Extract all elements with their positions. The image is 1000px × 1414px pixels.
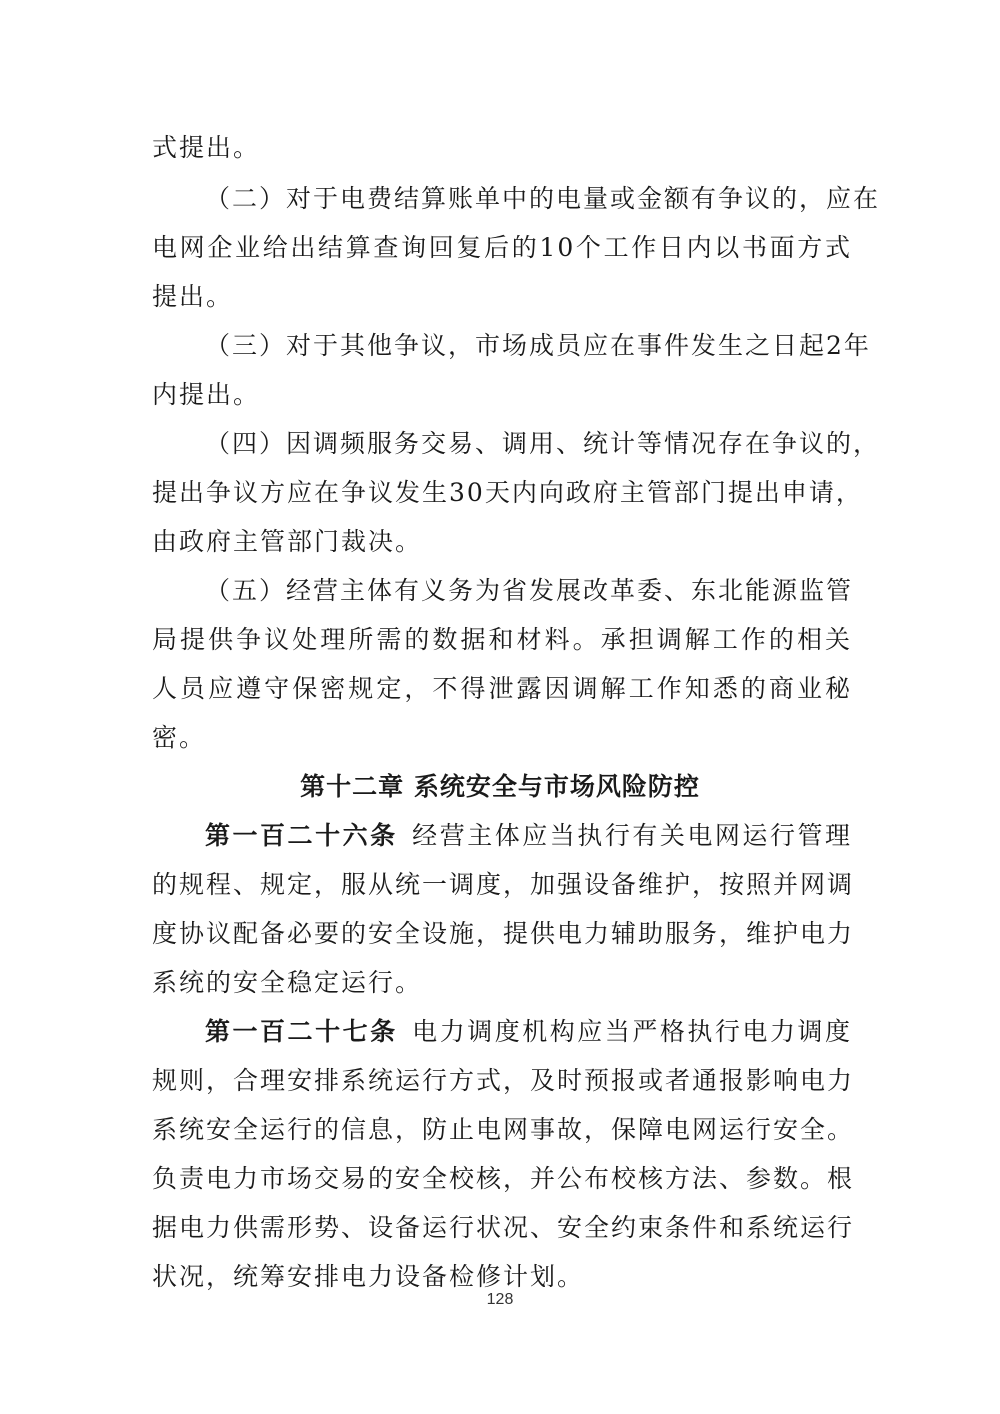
article-127-label: 第一百二十七条 <box>205 1017 398 1046</box>
text-span: 经营主体应当执行有关电网运行管理 <box>411 821 852 850</box>
text-line: （二）对于电费结算账单中的电量或金额有争议的，应在 <box>205 184 881 213</box>
page-number: 128 <box>486 1291 514 1308</box>
text-line: 局提供争议处理所需的数据和材料。承担调解工作的相关 <box>152 625 852 654</box>
text-line: 由政府主管部门裁决。 <box>152 527 423 556</box>
text-line: 提出争议方应在争议发生30天内向政府主管部门提出申请， <box>152 478 863 507</box>
article-127-first-line <box>205 1017 852 1047</box>
text-line: 式提出。 <box>152 133 261 162</box>
chapter-title: 第十二章 系统安全与市场风险防控 <box>300 772 700 801</box>
text-line: 度协议配备必要的安全设施，提供电力辅助服务，维护电力 <box>152 919 855 948</box>
text-line: 电网企业给出结算查询回复后的10个工作日内以书面方式 <box>152 233 852 262</box>
article-126-first-line <box>205 821 852 851</box>
text-line: （三）对于其他争议，市场成员应在事件发生之日起2年 <box>205 331 871 360</box>
text-line: 据电力供需形势、设备运行状况、安全约束条件和系统运行 <box>152 1213 855 1242</box>
text-line: 内提出。 <box>152 380 261 409</box>
text-line: 规则，合理安排系统运行方式，及时预报或者通报影响电力 <box>152 1066 855 1095</box>
article-126-label: 第一百二十六条 <box>205 821 398 850</box>
text-line: 提出。 <box>152 282 234 311</box>
text-line: （四）因调频服务交易、调用、统计等情况存在争议的， <box>205 429 881 458</box>
text-span: 电力调度机构应当严格执行电力调度 <box>411 1017 852 1046</box>
text-line: 状况，统筹安排电力设备检修计划。 <box>152 1262 585 1291</box>
text-line: 负责电力市场交易的安全校核，并公布校核方法、参数。根 <box>152 1164 855 1193</box>
text-line: 密。 <box>152 723 207 752</box>
text-line: 人员应遵守保密规定，不得泄露因调解工作知悉的商业秘 <box>152 674 852 703</box>
text-line: （五）经营主体有义务为省发展改革委、东北能源监管 <box>205 576 854 605</box>
text-line: 的规程、规定，服从统一调度，加强设备维护，按照并网调 <box>152 870 855 899</box>
text-line: 系统安全运行的信息，防止电网事故，保障电网运行安全。 <box>152 1115 855 1144</box>
text-line: 系统的安全稳定运行。 <box>152 968 423 997</box>
